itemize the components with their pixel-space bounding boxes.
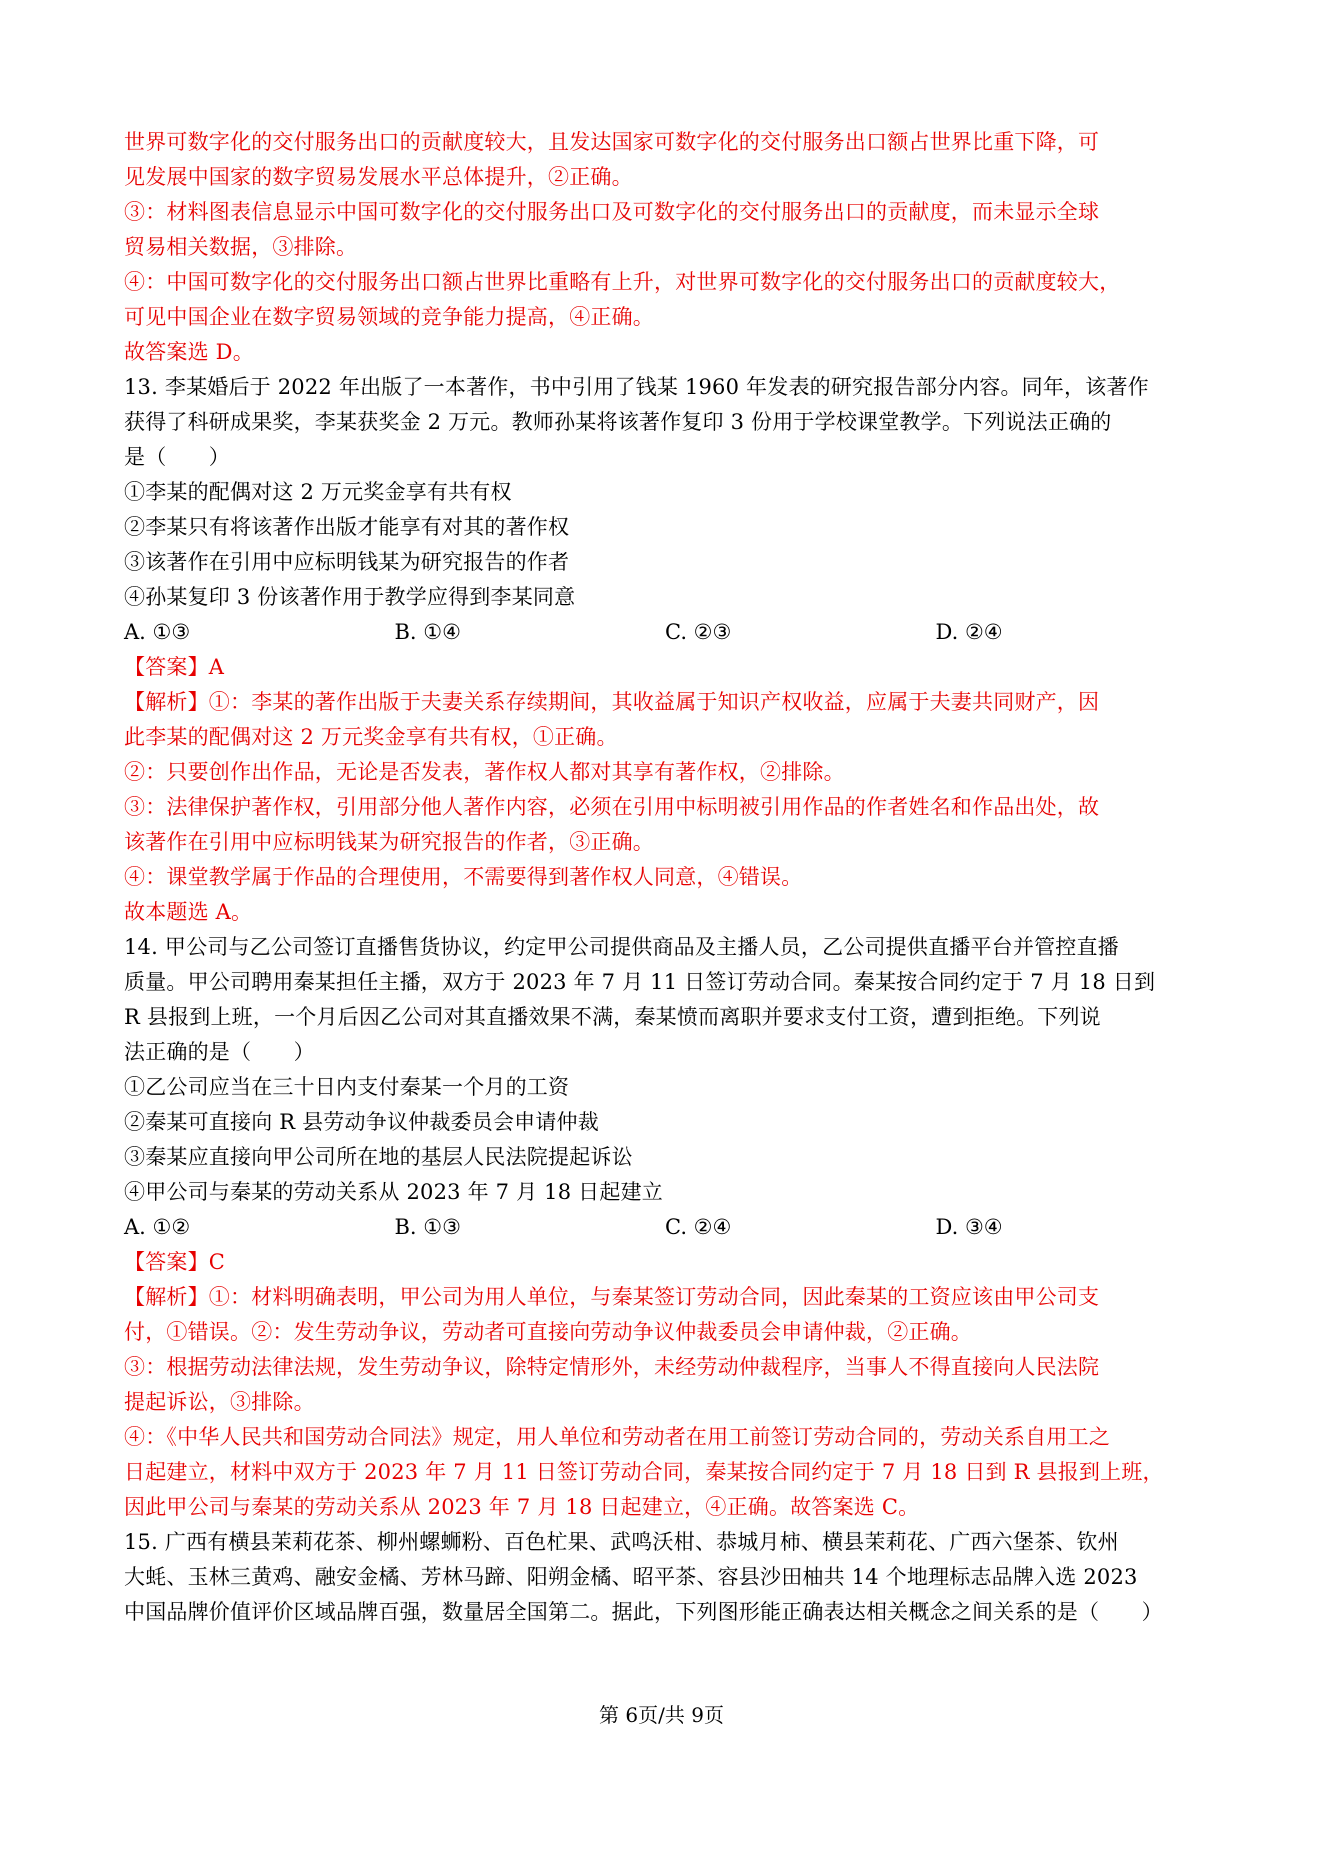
- q12-analysis-and-q13-stem: [124, 125, 1206, 615]
- text-line: 15. 广西有横县茉莉花茶、柳州螺蛳粉、百色杧果、武鸣沃柑、恭城月柿、横县茉莉花、广西六堡茶、钦州: [124, 1530, 1119, 1554]
- text-line: 获得了科研成果奖，李某获奖金 2 万元。教师孙某将该著作复印 3 份用于学校课堂教学。下列说法正确的: [124, 410, 1112, 434]
- text-line: ②李某只有将该著作出版才能享有对其的著作权: [124, 515, 570, 539]
- text-line: ③：材料图表信息显示中国可数字化的交付服务出口及可数字化的交付服务出口的贡献度，而未显示全球: [124, 200, 1100, 224]
- text-line: ③：根据劳动法律法规，发生劳动争议，除特定情形外，未经劳动仲裁程序，当事人不得直接向人民法院: [124, 1355, 1100, 1379]
- text-line: 14. 甲公司与乙公司签订直播售货协议，约定甲公司提供商品及主播人员，乙公司提供直播平台并管控直播: [124, 935, 1119, 959]
- text-line: ③该著作在引用中应标明钱某为研究报告的作者: [124, 550, 570, 574]
- text-line: 故本题选 A。: [124, 900, 253, 924]
- q13-option-b: B. ①④: [394, 620, 461, 644]
- text-line: ④：课堂教学属于作品的合理使用，不需要得到著作权人同意，④错误。: [124, 865, 803, 889]
- q13-option-d: D. ②④: [935, 620, 1003, 644]
- text-line: ①乙公司应当在三十日内支付秦某一个月的工资: [124, 1075, 570, 1099]
- text-line: 质量。甲公司聘用秦某担任主播，双方于 2023 年 7 月 11 日签订劳动合同。秦某按合同约定于 7 月 18 日到: [124, 970, 1156, 994]
- text-line: ②：只要创作出作品，无论是否发表，著作权人都对其享有著作权，②排除。: [124, 760, 845, 784]
- text-line: R 县报到上班，一个月后因乙公司对其直播效果不满，秦某愤而离职并要求支付工资，遭到拒绝。下列说: [124, 1005, 1101, 1029]
- text-line: ②秦某可直接向 R 县劳动争议仲裁委员会申请仲裁: [124, 1110, 599, 1134]
- text-line: 提起诉讼，③排除。: [124, 1390, 315, 1414]
- text-line: 付，①错误。②：发生劳动争议，劳动者可直接向劳动争议仲裁委员会申请仲裁，②正确。: [124, 1320, 972, 1344]
- text-line: 见发展中国家的数字贸易发展水平总体提升，②正确。: [124, 165, 633, 189]
- text-line: 【答案】A: [124, 655, 225, 679]
- text-line: ④甲公司与秦某的劳动关系从 2023 年 7 月 18 日起建立: [124, 1180, 663, 1204]
- page-footer: 第 6页/共 9页: [599, 1703, 724, 1727]
- text-line: ③秦某应直接向甲公司所在地的基层人民法院提起诉讼: [124, 1145, 633, 1169]
- q14-option-d: D. ③④: [935, 1215, 1003, 1239]
- q13-options: [124, 615, 1206, 650]
- q14-option-c: C. ②④: [665, 1215, 732, 1239]
- text-line: ④：中国可数字化的交付服务出口额占世界比重略有上升，对世界可数字化的交付服务出口的贡献度较大，: [124, 270, 1121, 294]
- text-line: 日起建立，材料中双方于 2023 年 7 月 11 日签订劳动合同，秦某按合同约定于 7 月 18 日到 R 县报到上班，: [124, 1460, 1164, 1484]
- text-line: 【解析】①：李某的著作出版于夫妻关系存续期间，其收益属于知识产权收益，应属于夫妻共同财产，因: [124, 690, 1100, 714]
- text-line: 可见中国企业在数字贸易领域的竞争能力提高，④正确。: [124, 305, 654, 329]
- text-line: ④孙某复印 3 份该著作用于教学应得到李某同意: [124, 585, 576, 609]
- text-line: ①李某的配偶对这 2 万元奖金享有共有权: [124, 480, 512, 504]
- text-line: 是（ ）: [124, 445, 230, 469]
- q14-option-b: B. ①③: [394, 1215, 461, 1239]
- page-content: [124, 125, 1206, 1630]
- q14-options: [124, 1210, 1206, 1245]
- text-line: 中国品牌价值评价区域品牌百强，数量居全国第二。据此，下列图形能正确表达相关概念之间关系的是（ ）: [124, 1600, 1163, 1624]
- text-line: ③：法律保护著作权，引用部分他人著作内容，必须在引用中标明被引用作品的作者姓名和作品出处，故: [124, 795, 1100, 819]
- q13-answer-and-q14-stem: [124, 650, 1206, 1210]
- text-line: 故答案选 D。: [124, 340, 254, 364]
- text-line: 贸易相关数据，③排除。: [124, 235, 358, 259]
- text-line: 此李某的配偶对这 2 万元奖金享有共有权，①正确。: [124, 725, 618, 749]
- text-line: 大蚝、玉林三黄鸡、融安金橘、芳林马蹄、阳朔金橘、昭平茶、容县沙田柚共 14 个地理标志品牌入选 2023: [124, 1565, 1138, 1589]
- text-line: 世界可数字化的交付服务出口的贡献度较大，且发达国家可数字化的交付服务出口额占世界比重下降，可: [124, 130, 1100, 154]
- q13-option-c: C. ②③: [665, 620, 732, 644]
- text-line: 该著作在引用中应标明钱某为研究报告的作者，③正确。: [124, 830, 654, 854]
- text-line: 因此甲公司与秦某的劳动关系从 2023 年 7 月 18 日起建立，④正确。故答案选 C。: [124, 1495, 920, 1519]
- text-line: 【解析】①：材料明确表明，甲公司为用人单位，与秦某签订劳动合同，因此秦某的工资应该由甲公司支: [124, 1285, 1100, 1309]
- text-line: 法正确的是（ ）: [124, 1040, 315, 1064]
- q13-option-a: A. ①③: [124, 620, 191, 644]
- text-line: 【答案】C: [124, 1250, 226, 1274]
- text-line: ④：《中华人民共和国劳动合同法》规定，用人单位和劳动者在用工前签订劳动合同的，劳动关系自用工之: [124, 1425, 1110, 1449]
- q14-answer-and-q15-stem: [124, 1245, 1206, 1630]
- text-line: 13. 李某婚后于 2022 年出版了一本著作，书中引用了钱某 1960 年发表的研究报告部分内容。同年，该著作: [124, 375, 1149, 399]
- q14-option-a: A. ①②: [124, 1215, 191, 1239]
